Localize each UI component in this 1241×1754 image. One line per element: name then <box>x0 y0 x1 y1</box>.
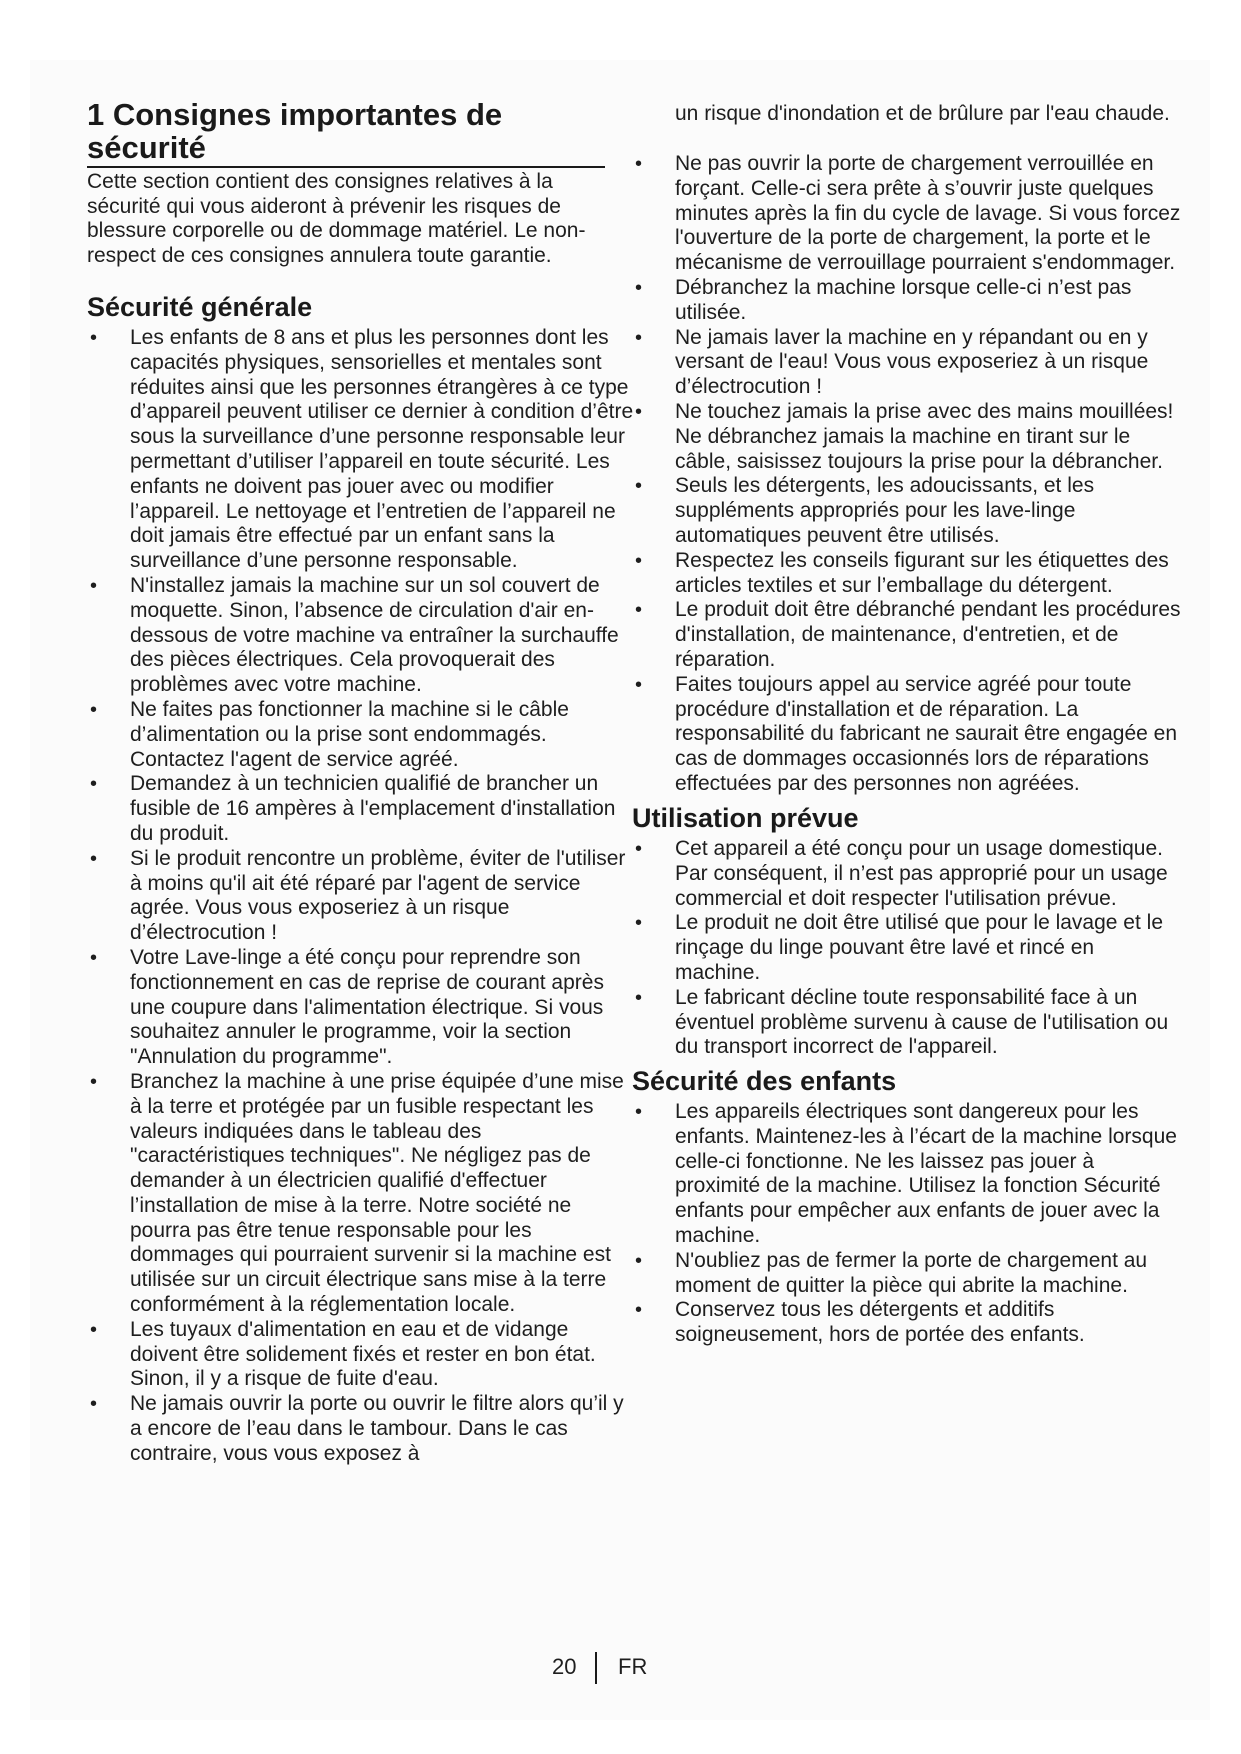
list-item <box>632 598 1182 672</box>
list-item-text: Les enfants de 8 ans et plus les personnes dont les capacités physiques, sensorielles et mentales sont réduites ainsi que les personnes étrangères à ce type d’appareil peuvent utiliser ce dernier à condition d’être sous la surveillance d’une personne responsable leur permettant d’utiliser l’appareil en toute sécurité. Les enfants ne doivent pas jouer avec ou modifier l’appareil. Le nettoyage et l’entretien de l’appareil ne doit jamais être effectué par un enfant sans la surveillance d’une personne responsable. <box>130 326 634 573</box>
list-item-text: Respectez les conseils figurant sur les étiquettes des articles textiles et sur l’emballage du détergent. <box>675 548 1169 597</box>
bullet-icon: • <box>635 1249 643 1272</box>
list-item-text: Demandez à un technicien qualifié de brancher un fusible de 16 ampères à l'emplacement d'installation du produit. <box>130 772 616 845</box>
list-item-text: Seuls les détergents, les adoucissants, et les suppléments appropriés pour les lave-linge automatiques peuvent être utilisés. <box>675 474 1095 547</box>
list-item-text: Ne jamais ouvrir la porte ou ouvrir le filtre alors qu’il y a encore de l’eau dans le tambour. Dans le cas contraire, vous vous exposez à <box>130 1392 624 1465</box>
list-item-text: Ne pas ouvrir la porte de chargement verrouillée en forçant. Celle-ci sera prête à s’ouvrir juste quelques minutes après la fin du cycle de lavage. Si vous forcez l'ouverture de la porte de chargement, la porte et le mécanisme de verrouillage pourraient s'endommager. <box>675 152 1181 275</box>
bullet-icon: • <box>635 153 643 175</box>
list-item-text: Conservez tous les détergents et additifs soigneusement, hors de portée des enfants. <box>675 1298 1085 1347</box>
bullet-icon: • <box>90 698 98 721</box>
title-underline <box>87 166 605 168</box>
list-item <box>632 549 1182 599</box>
bullet-icon: • <box>90 946 98 969</box>
general-safety-continuation: un risque d'inondation et de brûlure par l'eau chaude. <box>675 102 1170 125</box>
bullet-icon: • <box>635 986 643 1009</box>
list-item-text: Si le produit rencontre un problème, éviter de l'utiliser à moins qu'il ait été réparé par l'agent de service agrée. Vous vous exposeriez à un risque d’électrocution ! <box>130 846 626 945</box>
bullet-icon: • <box>635 838 643 860</box>
list-item-text: Les appareils électriques sont dangereux pour les enfants. Maintenez-les à l’écart de la machine lorsque celle-ci fonctionne. Ne les laissez pas jouer à proximité de la machine. Utilisez la fonction Sécurité enfants pour empêcher aux enfants de jouer avec la machine. <box>675 1100 1177 1247</box>
list-item <box>87 1070 635 1318</box>
list-item <box>87 698 635 772</box>
bullet-icon: • <box>635 912 643 935</box>
bullet-icon: • <box>635 326 643 349</box>
list-item <box>87 847 635 946</box>
list-item <box>632 474 1182 548</box>
list-item-text: Faites toujours appel au service agréé pour toute procédure d'installation et de réparation. La responsabilité du fabricant ne saurait être engagée en cas de dommages occasionnés lors de réparations effectuées par des personnes non agréées. <box>675 672 1178 795</box>
general-safety-list-right <box>632 152 1182 797</box>
heading-general-safety: Sécurité générale <box>87 292 313 322</box>
bullet-icon: • <box>90 574 98 597</box>
list-item-text: Cet appareil a été conçu pour un usage domestique. Par conséquent, il n’est pas approprié pour un usage commercial et doit respecter l'utilisation prévue. <box>675 837 1168 910</box>
intro-paragraph: Cette section contient des consignes relatives à la sécurité qui vous aideront à prévenir les risques de blessure corporelle ou de dommage matériel. Le non-respect de ces consignes annulera toute garantie. <box>87 170 586 267</box>
list-item <box>87 1392 635 1466</box>
list-item-text: Ne faites pas fonctionner la machine si le câble d’alimentation ou la prise sont endommagés. Contactez l'agent de service agréé. <box>130 697 569 771</box>
list-item <box>87 574 635 698</box>
intended-use-list <box>632 837 1182 1060</box>
page-footer <box>0 1650 1241 1684</box>
language-code: FR <box>618 1654 648 1679</box>
list-item <box>87 326 635 574</box>
list-item <box>632 152 1182 276</box>
bullet-icon: • <box>90 847 98 870</box>
list-item <box>87 1318 635 1392</box>
list-item-text: Les tuyaux d'alimentation en eau et de vidange doivent être solidement fixés et rester en bon état. Sinon, il y a risque de fuite d'eau. <box>130 1317 596 1391</box>
list-item-text: Ne jamais laver la machine en y répandant ou en y versant de l'eau! Vous vous exposeriez à un risque d’électrocution ! <box>675 325 1149 399</box>
list-item <box>632 837 1182 911</box>
list-item-text: Ne touchez jamais la prise avec des mains mouillées! Ne débranchez jamais la machine en tirant sur le câble, saisissez toujours la prise pour la débrancher. <box>675 399 1174 473</box>
bullet-icon: • <box>90 1070 98 1093</box>
heading-child-safety: Sécurité des enfants <box>632 1066 897 1096</box>
child-safety-list <box>632 1100 1182 1348</box>
list-item-text: N'installez jamais la machine sur un sol couvert de moquette. Sinon, l’absence de circulation d'air en-dessous de votre machine va entraîner la surchauffe des pièces électriques. Cela provoquerait des problèmes avec votre machine. <box>130 573 619 697</box>
bullet-icon: • <box>635 276 643 299</box>
bullet-icon: • <box>635 1299 643 1322</box>
list-item <box>87 772 635 846</box>
list-item-text: Le produit doit être débranché pendant les procédures d'installation, de maintenance, d'entretien, et de réparation. <box>675 598 1181 671</box>
list-item-text: Le produit ne doit être utilisé que pour le lavage et le rinçage du linge pouvant être lavé et rincé en machine. <box>675 911 1163 984</box>
page-number: 20 <box>552 1654 577 1679</box>
page-title: 1 Consignes importantes de sécurité <box>87 97 503 165</box>
list-item <box>632 986 1182 1060</box>
bullet-icon: • <box>635 549 643 572</box>
bullet-icon: • <box>90 1393 98 1416</box>
bullet-icon: • <box>90 327 98 349</box>
bullet-icon: • <box>635 673 643 696</box>
list-item-text: Le fabricant décline toute responsabilité face à un éventuel problème survenu à cause de l'utilisation ou du transport incorrect de l'appareil. <box>675 985 1169 1059</box>
list-item <box>632 1249 1182 1299</box>
footer-divider <box>595 1652 597 1684</box>
heading-intended-use: Utilisation prévue <box>632 803 859 833</box>
list-item <box>632 673 1182 797</box>
bullet-icon: • <box>635 599 643 622</box>
list-item <box>632 1100 1182 1249</box>
list-item-text: Débranchez la machine lorsque celle-ci n’est pas utilisée. <box>675 275 1132 324</box>
list-item-text: Branchez la machine à une prise équipée d’une mise à la terre et protégée par un fusible respectant les valeurs indiquées dans le tableau des "caractéristiques techniques". Ne négligez pas de demander à un électricien qualifié d'effectuer l’installation de mise à la terre. Notre société ne pourra pas être tenue responsable pour les dommages qui pourraient survenir si la machine est utilisée sur un circuit électrique sans mise à la terre conformément à la réglementation locale. <box>130 1069 624 1317</box>
list-item <box>632 400 1182 474</box>
list-item-text: N'oubliez pas de fermer la porte de chargement au moment de quitter la pièce qui abrite la machine. <box>675 1248 1148 1297</box>
bullet-icon: • <box>635 1101 643 1123</box>
list-item-text: Votre Lave-linge a été conçu pour reprendre son fonctionnement en cas de reprise de courant après une coupure dans l'alimentation électrique. Si vous souhaitez annuler le programme, voir la section "Annulation du programme". <box>130 945 604 1069</box>
list-item <box>87 946 635 1070</box>
bullet-icon: • <box>635 400 643 423</box>
bullet-icon: • <box>90 1318 98 1341</box>
list-item <box>632 911 1182 985</box>
bullet-icon: • <box>90 773 98 796</box>
list-item <box>632 326 1182 400</box>
general-safety-list-left <box>87 326 635 1467</box>
bullet-icon: • <box>635 475 643 498</box>
list-item <box>632 276 1182 326</box>
list-item <box>632 1298 1182 1348</box>
